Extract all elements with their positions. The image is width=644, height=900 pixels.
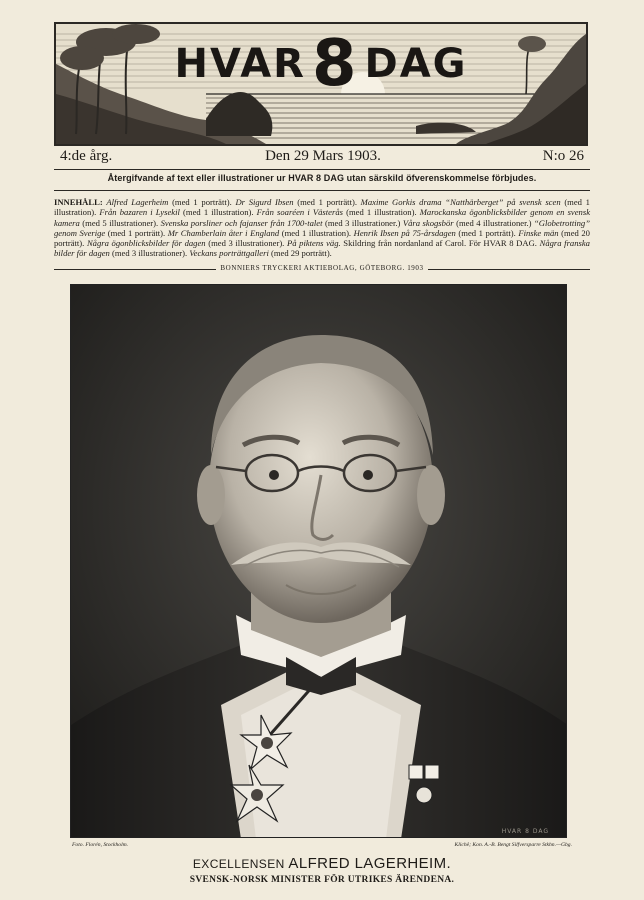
contents-entry-title: Henrik Ibsen på 75-årsdagen: [353, 227, 456, 238]
contents-entry-title: Några ögonblicksbilder för dagen: [86, 238, 206, 249]
contents-entry-note: (med 1 illustration).: [54, 197, 590, 218]
contents-entry-note: (med 5 illustrationer).: [79, 217, 161, 228]
masthead-title: [56, 27, 586, 101]
printer-text: BONNIERS TRYCKERI AKTIEBOLAG, GÖTEBORG. 1903: [216, 264, 427, 272]
contents-entry-title: Maxime Gorkis drama “Natthärberget” på svensk scen: [360, 197, 561, 207]
masthead-word-left: HVAR: [174, 41, 306, 87]
contents-entry-note: (med 3 illustrationer.): [322, 217, 403, 228]
contents-entry-note: (med 3 illustrationer).: [205, 238, 287, 249]
issue-date: Den 29 Mars 1903.: [265, 148, 381, 164]
contents-entry-note: (med 1 illustration).: [179, 207, 257, 218]
contents-entry-title: Finske män: [518, 227, 559, 238]
contents-entry-title: Alfred Lagerheim: [106, 197, 169, 207]
caption-subtitle: SVENSK-NORSK MINISTER FÖR UTRIKES ÄRENDENA.: [189, 875, 455, 885]
contents-entry-note: (med 1 porträtt).: [293, 197, 361, 207]
masthead-word-right: DAG: [364, 41, 468, 87]
engraving-credit: Klichê; Kon. A.-B. Bengt Silfversparre Stkhn.—Gbg.: [454, 842, 572, 848]
contents-lead: INNEHÅLL:: [54, 197, 103, 207]
contents-entry-note: Skildring från nordanland af Carol. För HVAR 8 DAG.: [340, 238, 540, 249]
issue-line: [58, 148, 588, 168]
contents-entry-title: Från bazaren i Lysekil: [99, 207, 180, 218]
contents-entry-title: Mr Chamberlain åter i England: [167, 227, 280, 238]
masthead-number: 8: [311, 27, 359, 101]
contents-entry-note: (med 1 porträtt).: [455, 227, 519, 238]
contents-entry-note: (med 3 illustrationer).: [109, 248, 190, 259]
contents-entry-note: (med 4 illustrationer.): [453, 217, 534, 228]
divider-rule: [54, 190, 590, 191]
contents-entry-note: (med 1 porträtt).: [105, 227, 168, 238]
contents-entry-title: Marockanska ögonblicksbilder genom en svensk kamera: [54, 207, 591, 228]
contents-entry-title: På piktens väg.: [286, 238, 341, 249]
contents-entry-note: (med 1 porträtt).: [168, 197, 236, 207]
table-of-contents: [54, 197, 590, 259]
contents-entry-note: (med 29 porträtt).: [268, 248, 332, 259]
issue-volume: 4:de årg.: [60, 148, 113, 164]
masthead: [54, 22, 588, 146]
contents-entry-title: Några franska bilder för dagen: [54, 238, 590, 259]
caption-prefix: EXCELLENSEN: [192, 857, 285, 871]
portrait-photograph: [70, 284, 567, 838]
contents-entry-title: Svenska porsliner och fajanser från 1700-talet: [160, 217, 323, 228]
printer-line: [54, 264, 590, 272]
contents-entry-title: Dr Sigurd Ibsen: [235, 197, 294, 207]
contents-entry-note: (med 1 illustration).: [279, 227, 354, 238]
copyright-notice: Återgifvande af text eller illustrationer ur HVAR 8 DAG utan särskild öfverenskommelse förbjudes.: [107, 173, 537, 183]
contents-entry-title: Våra skogsbör: [402, 217, 454, 228]
contents-entry-title: “Globetrotting” genom Sverige: [54, 217, 590, 238]
portrait-image: [71, 285, 567, 838]
divider-rule: [54, 169, 590, 170]
photo-watermark: HVAR 8 DAG: [501, 828, 549, 835]
caption-name: ALFRED LAGERHEIM.: [288, 855, 452, 872]
caption-title: [0, 855, 644, 872]
photo-credit: Foto. Florén, Stockholm.: [72, 842, 129, 848]
issue-number: N:o 26: [542, 148, 584, 164]
contents-entry-note: (med 20 porträtt).: [54, 227, 590, 249]
contents-entry-note: (med 1 illustration).: [342, 207, 420, 218]
contents-entry-title: Från soaréen i Västerås: [256, 207, 343, 218]
contents-entry-title: Veckans porträttgalleri: [189, 248, 269, 259]
